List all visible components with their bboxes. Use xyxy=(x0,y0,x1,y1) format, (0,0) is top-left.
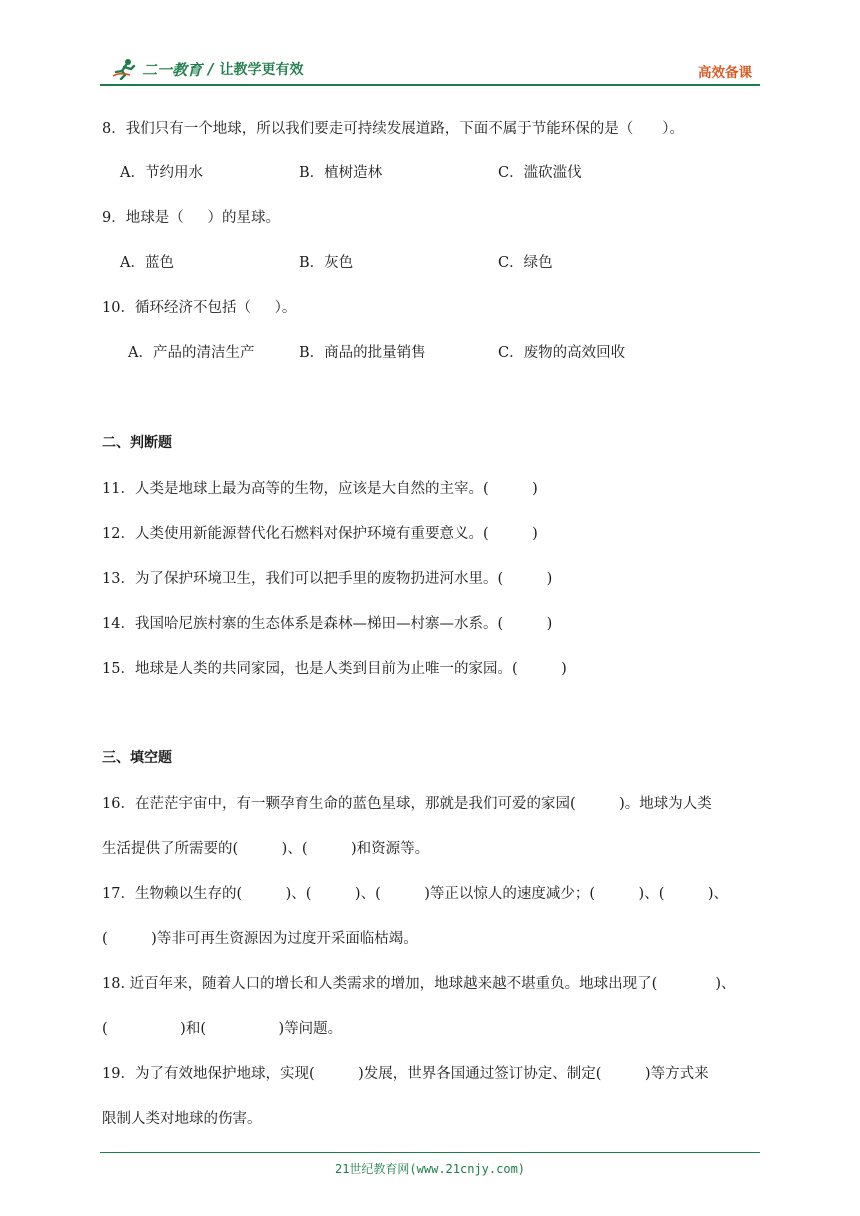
question-8: 8．我们只有一个地球，所以我们要走可持续发展道路，下面不属于节能环保的是（ ）。 xyxy=(102,121,684,137)
header-divider xyxy=(100,84,760,86)
fill-blank-19-line-2: 限制人类对地球的伤害。 xyxy=(102,1111,262,1127)
fill-blank-17-line-1: 17．生物赖以生存的( )、( )、( )等正以惊人的速度减少；( )、( )、 xyxy=(102,886,729,902)
question-9-option-a: A．蓝色 xyxy=(120,255,174,271)
fill-blank-18-line-1: 18. 近百年来，随着人口的增长和人类需求的增加，地球越来越不堪重负。地球出现了( )、 xyxy=(102,976,736,992)
question-9: 9．地球是（ ）的星球。 xyxy=(102,210,280,226)
header-right-label: 高效备课 xyxy=(698,65,752,81)
logo xyxy=(112,58,304,80)
footer-link[interactable]: 21世纪教育网(www.21cnjy.com) xyxy=(334,1162,526,1176)
section-fill-blank-title: 三、填空题 xyxy=(102,750,172,766)
fill-blank-19-line-1: 19．为了有效地保护地球，实现( )发展，世界各国通过签订协定、制定( )等方式来 xyxy=(102,1066,709,1082)
brand-slogan: 让教学更有效 xyxy=(219,62,304,78)
question-10: 10．循环经济不包括（ ）。 xyxy=(102,300,297,316)
brand-separator: / xyxy=(208,60,214,78)
question-8-option-b: B．植树造林 xyxy=(299,165,383,181)
fill-blank-18-line-2: ( )和( )等问题。 xyxy=(102,1021,343,1037)
question-8-option-c: C．滥砍滥伐 xyxy=(498,165,582,181)
judgment-item-12: 12．人类使用新能源替代化石燃料对保护环境有重要意义。( ) xyxy=(102,526,538,542)
judgment-item-15: 15．地球是人类的共同家园，也是人类到目前为止唯一的家园。( ) xyxy=(102,661,567,677)
question-9-option-c: C．绿色 xyxy=(498,255,553,271)
fill-blank-16-line-1: 16．在茫茫宇宙中，有一颗孕育生命的蓝色星球，那就是我们可爱的家园( )。地球为人类 xyxy=(102,796,712,812)
judgment-item-13: 13．为了保护环境卫生，我们可以把手里的废物扔进河水里。( ) xyxy=(102,571,553,587)
question-10-option-b: B．商品的批量销售 xyxy=(299,345,426,361)
fill-blank-16-line-2: 生活提供了所需要的( )、( )和资源等。 xyxy=(102,841,430,857)
question-10-option-c: C．废物的高效回收 xyxy=(498,345,626,361)
page-header xyxy=(100,58,760,84)
question-10-option-a: A．产品的清洁生产 xyxy=(128,345,255,361)
fill-blank-17-line-2: ( )等非可再生资源因为过度开采面临枯竭。 xyxy=(102,931,418,947)
footer-divider xyxy=(100,1152,760,1153)
runner-logo-icon xyxy=(112,58,138,80)
judgment-item-14: 14．我国哈尼族村寨的生态体系是森林—梯田—村寨—水系。( ) xyxy=(102,616,553,632)
question-8-option-a: A．节约用水 xyxy=(120,165,203,181)
section-judgment-title: 二、判断题 xyxy=(102,435,172,451)
question-9-option-b: B．灰色 xyxy=(299,255,354,271)
brand-name: 二一教育 xyxy=(142,60,203,79)
judgment-item-11: 11．人类是地球上最为高等的生物，应该是大自然的主宰。( ) xyxy=(102,481,538,497)
